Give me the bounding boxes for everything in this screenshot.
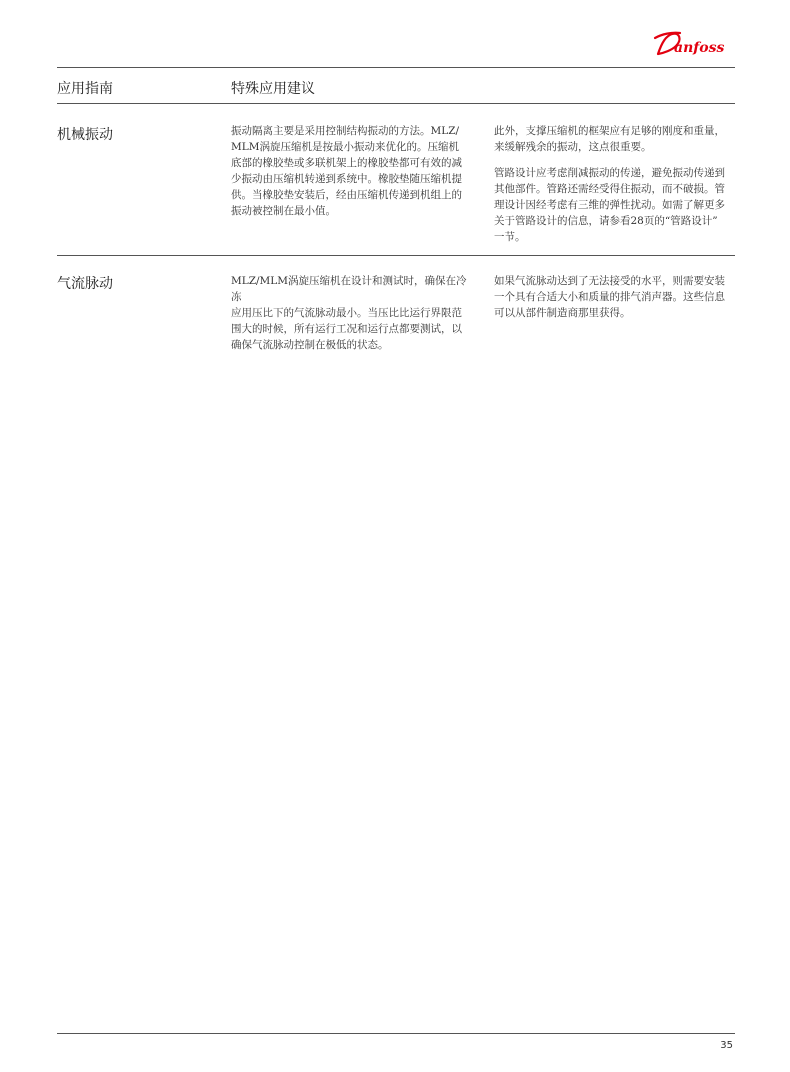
special-application-heading: 特殊应用建议 (231, 81, 315, 97)
mechanical-vibration-col2-p1: 此外，支撑压缩机的框架应有足够的刚度和重量， 来缓解残余的振动，这点很重要。 (494, 125, 725, 153)
gas-pulsation-col1: MLZ/MLM涡旋压缩机在设计和测试时，确保在冷冻 应用压比下的气流脉动最小。当压比比运行界限范 围大的时候，所有运行工况和运行点都要测试，以 确保气流脉动控制在极低的状态。 (231, 275, 467, 351)
danfoss-logo (652, 28, 736, 60)
header-divider (57, 103, 735, 104)
mechanical-vibration-col1: 振动隔离主要是采用控制结构振动的方法。MLZ/ MLM涡旋压缩机是按最小振动来优化的。压缩机 底部的橡胶垫或多联机架上的橡胶垫都可有效的减 少振动由压缩机转递到系统中。橡胶垫随压缩机提 供。当橡胶垫安装后，经由压缩机传递到机组上的 振动被控制在最小值。 (231, 125, 462, 217)
top-divider (57, 67, 735, 68)
section-divider (57, 255, 735, 256)
gas-pulsation-col2: 如果气流脉动达到了无法接受的水平，则需要安装 一个具有合适大小和质量的排气消声器。这些信息 可以从部件制造商那里获得。 (494, 275, 725, 319)
application-guide-heading: 应用指南 (57, 81, 113, 97)
mechanical-vibration-col2-p2: 管路设计应考虑削减振动的传递，避免振动传递到 其他部件。管路还需经受得住振动，而不破损。管 理设计因经考虑有三维的弹性扰动。如需了解更多 关于管路设计的信息，请参看28页的“管路设计” 一节。 (494, 167, 725, 243)
page-number: 35 (720, 1040, 733, 1051)
section-title-gas-pulsation: 气流脉动 (57, 276, 113, 292)
footer-divider (57, 1033, 735, 1034)
section-title-mechanical-vibration: 机械振动 (57, 127, 113, 143)
svg-text:anfoss: anfoss (674, 40, 725, 56)
